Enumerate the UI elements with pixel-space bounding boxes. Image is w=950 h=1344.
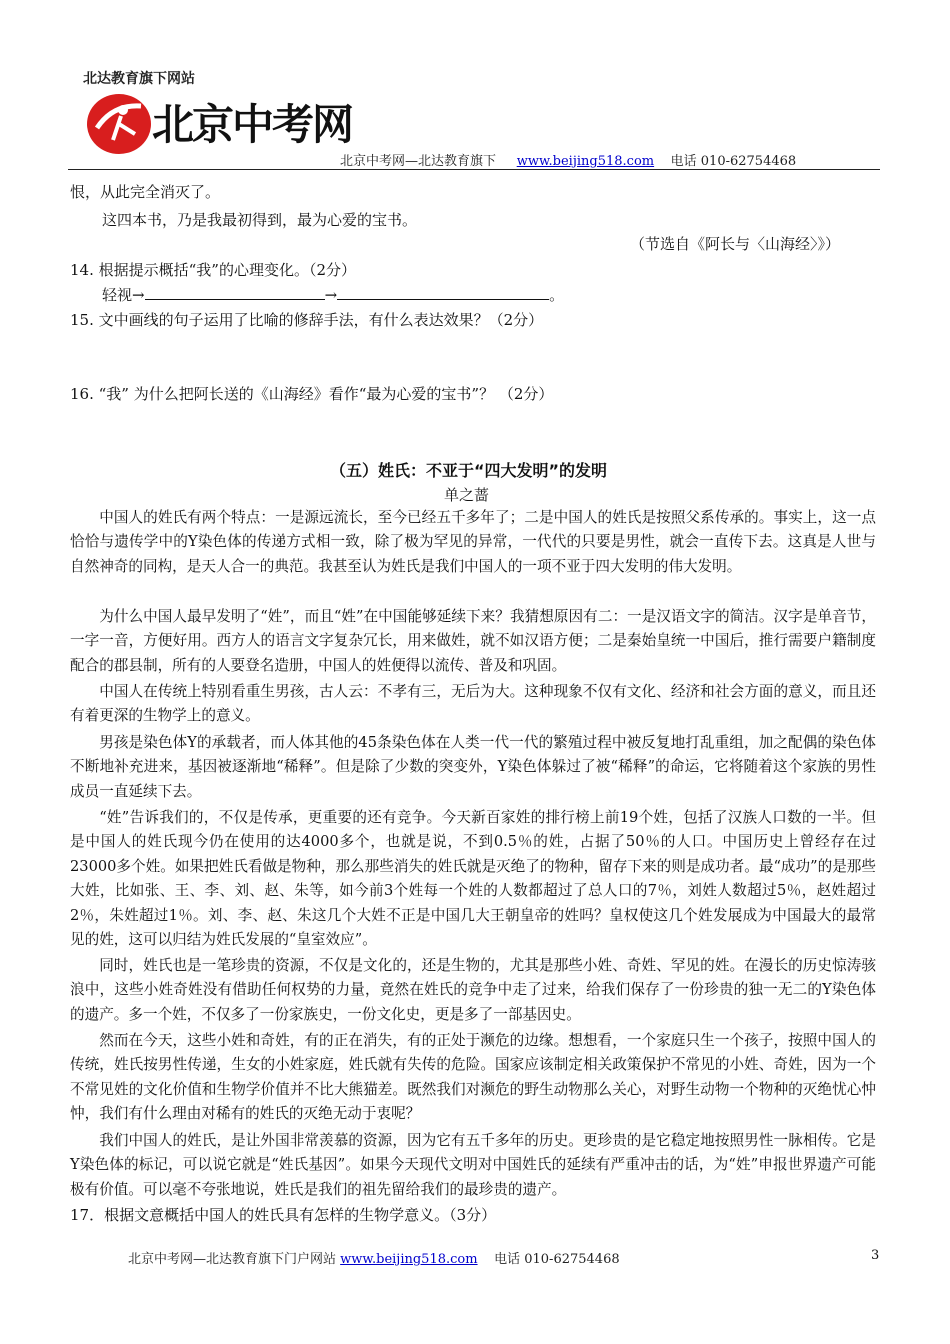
q14-blank-1[interactable] — [145, 285, 325, 300]
excerpt-line-2: 这四本书，乃是我最初得到，最为心爱的宝书。 — [102, 211, 418, 229]
q14-end-mark: 。 — [549, 286, 565, 304]
article-paragraph-6: 同时，姓氏也是一笔珍贵的资源，不仅是文化的，还是生物的，尤其是那些小姓、奇姓、罕见的姓。在漫长的历史惊涛骇浪中，这些小姓奇姓没有借助任何权势的力量，竟然在姓氏的竞争中走了过来，给我们保存了一份珍贵的独一无二的Y染色体的遗产。多一个姓，不仅多了一份家族史，一份文化史，更是多了一部基因史。 — [70, 957, 876, 1023]
footer-url-link[interactable]: www.beijing518.com — [340, 1252, 478, 1267]
article-title: （五）姓氏：不亚于“四大发明”的发明 — [330, 461, 608, 480]
article-paragraph-7: 然而在今天，这些小姓和奇姓，有的正在消失，有的正处于濒危的边缘。想想看，一个家庭只生一个孩子，按照中国人的传统，姓氏按男性传递，生女的小姓家庭，姓氏就有失传的危险。国家应该制定相关政策保护不常见的小姓、奇姓，因为一个不常见姓的文化价值和生物学价值并不比大熊猫差。既然我们对濒危的野生动物那么关心，对野生动物一个物种的灭绝忧心忡忡，我们有什么理由对稀有的姓氏的灭绝无动于衷呢？ — [70, 1032, 876, 1123]
article-paragraph-4: 男孩是染色体Y的承载者，而人体其他的45条染色体在人类一代一代的繁殖过程中被反复地打乱重组，加之配偶的染色体不断地补充进来，基因被逐渐地“稀释”。但是除了少数的突变外，Y染色体躲过了被“稀释”的命运，它将随着这个家族的男性成员一直延续下去。 — [70, 734, 876, 800]
question-15: 15. 文中画线的句子运用了比喻的修辞手法，有什么表达效果？（2分） — [70, 311, 544, 329]
article-paragraph-3: 中国人在传统上特别看重生男孩，古人云：不孝有三，无后为大。这种现象不仅有文化、经济和社会方面的意义，而且还有着更深的生物学上的意义。 — [70, 683, 876, 725]
header-url-link[interactable]: www.beijing518.com — [516, 154, 655, 169]
question-14: 14. 根据提示概括“我”的心理变化。（2分） — [70, 261, 357, 279]
arrow-icon: → — [132, 286, 145, 304]
header-org: 北京中考网—北达教育旗下 — [340, 154, 497, 169]
arrow-icon: → — [324, 286, 338, 304]
logo-wordmark: 北京中考网 — [152, 100, 353, 149]
question-14-answer-row — [102, 285, 564, 305]
page-number: 3 — [871, 1248, 880, 1263]
header-phone: 电话 010-62754468 — [670, 154, 797, 169]
footer-phone: 电话 010-62754468 — [494, 1252, 620, 1267]
article-paragraph-5: “姓”告诉我们的，不仅是传承，更重要的还有竞争。今天新百家姓的排行榜上前19个姓，包括了汉族人口数的一半。但是中国人的姓氏现今仍在使用的达4000多个，也就是说，不到0.5％的姓，占据了50％的人口。中国历史上曾经存在过23000多个姓。如果把姓氏看做是物种，那么那些消失的姓氏就是灭绝了的物种，留存下来的则是成功者。最“成功”的是那些大姓，比如张、王、李、刘、赵、朱等，如今前3个姓每一个姓的人数都超过了总人口的7％，刘姓人数超过5％，赵姓超过2％，朱姓超过1％。刘、李、赵、朱这几个大姓不正是中国几大王朝皇帝的姓吗？皇权使这几个姓发展成为中国最大的最常见的姓，这可以归结为姓氏发展的“皇室效应”。 — [70, 809, 876, 949]
article-paragraph-2: 为什么中国人最早发明了“姓”，而且“姓”在中国能够延续下来？我猜想原因有二：一是汉语文字的简洁。汉字是单音节，一字一音，方便好用。西方人的语言文字复杂冗长，用来做姓，就不如汉语方便；二是秦始皇统一中国后，推行需要户籍制度配合的郡县制，所有的人要登名造册，中国人的姓便得以流传、普及和巩固。 — [70, 608, 876, 674]
excerpt-line-1: 恨，从此完全消灭了。 — [70, 183, 221, 201]
article-paragraph-8: 我们中国人的姓氏，是让外国非常羡慕的资源，因为它有五千多年的历史。更珍贵的是它稳定地按照男性一脉相传。它是Y染色体的标记，可以说它就是“姓氏基因”。如果今天现代文明对中国姓氏的延续有严重冲击的话，为“姓”申报世界遗产可能极有价值。可以毫不夸张地说，姓氏是我们的祖先留给我们的最珍贵的遗产。 — [70, 1132, 876, 1198]
excerpt-source: （节选自《阿长与〈山海经〉》） — [630, 235, 841, 253]
q14-blank-2[interactable] — [337, 285, 549, 300]
footer-org: 北京中考网—北达教育旗下门户网站 — [128, 1252, 337, 1267]
header-divider — [68, 169, 880, 170]
article-paragraph-1: 中国人的姓氏有两个特点：一是源远流长，至今已经五千多年了；二是中国人的姓氏是按照父系传承的。事实上，这一点恰恰与遗传学中的Y染色体的传递方式相一致，除了极为罕见的异常，一代代的只要是男性，就会一直传下去。这真是人世与自然神奇的同构，是天人合一的典范。我甚至认为姓氏是我们中国人的一项不亚于四大发明的伟大发明。 — [70, 509, 876, 575]
footer-info — [128, 1248, 620, 1267]
header-info — [340, 150, 796, 169]
question-16: 16. “我” 为什么把阿长送的《山海经》看作“最为心爱的宝书”？ （2分） — [70, 385, 554, 403]
q14-start-label: 轻视 — [102, 286, 133, 304]
question-17: 17．根据文意概括中国人的姓氏具有怎样的生物学意义。（3分） — [70, 1206, 497, 1224]
article-author: 单之蔷 — [444, 486, 490, 504]
site-tagline: 北达教育旗下网站 — [83, 71, 195, 87]
